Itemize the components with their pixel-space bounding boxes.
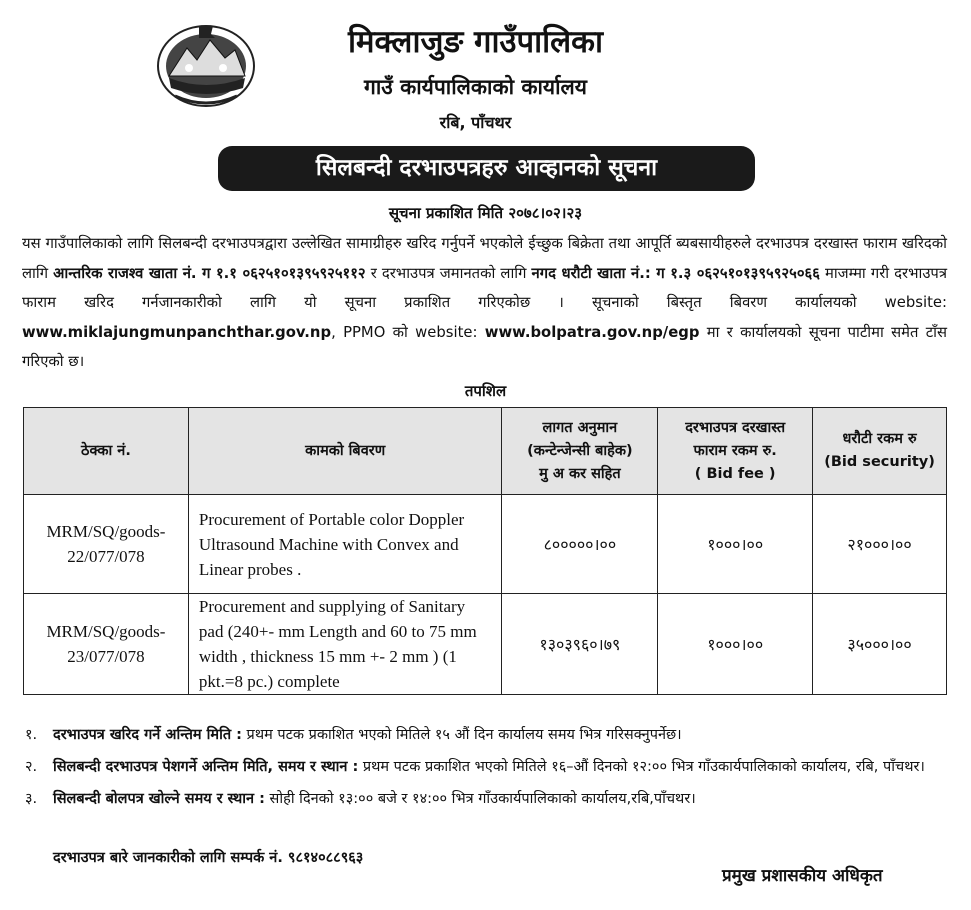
- notice-title-banner: सिलबन्दी दरभाउपत्रहरु आव्हानको सूचना: [218, 146, 755, 191]
- intro-paragraph: [22, 229, 947, 377]
- note-text: प्रथम पटक प्रकाशित भएको मितिले १५ औं दिन कार्यालय समय भित्र गरिसक्नुपर्नेछ।: [241, 727, 682, 743]
- note-label: सिलबन्दी बोलपत्र खोल्ने समय र स्थान :: [53, 791, 265, 807]
- intro-text-3: माजम्मा गरी दरभाउपत्र फाराम खरिद गर्नजानकारीको लागि यो सूचना प्रकाशित गरिएकोछ । सूचनाको बिस्तृत बिवरण कार्यालयको website:: [22, 264, 948, 311]
- note-item: १. दरभाउपत्र खरिद गर्ने अन्तिम मिति : प्रथम पटक प्रकाशित भएको मितिले १५ औं दिन कार्यालय समय भित्र गरिसक्नुपर्नेछ।: [25, 727, 682, 743]
- revenue-account: आन्तरिक राजश्व खाता नं. ग १.१ ०६२५१०१३९५९२५११२: [53, 264, 366, 282]
- header-estimate: लागत अनुमान (कन्टेन्जेन्सी बाहेक) मु अ कर सहित: [502, 408, 658, 495]
- table-row: [24, 495, 947, 594]
- lot-number: MRM/SQ/goods- 23/077/078: [24, 594, 189, 695]
- contact-number: दरभाउपत्र बारे जानकारीको लागि सम्पर्क नं. ९८१४०८८९६३: [53, 850, 364, 866]
- header-lot: ठेक्का नं.: [24, 408, 189, 495]
- ppmo-website-link[interactable]: www.bolpatra.gov.np/egp: [484, 323, 700, 341]
- work-description: Procurement of Portable color Doppler Ultrasound Machine with Convex and Linear probes .: [188, 495, 502, 594]
- intro-text-1: यस गाउँपालिकाको लागि सिलबन्दी दरभाउपत्रद्वारा उल्लेखित सामाग्रीहरु खरिद गर्नुपर्ने भएकोले ईच्छुक बिक्रेता तथा आपूर्ति ब्यबसायीहरुले दरभाउपत्र दरखास्त फाराम खरिदको लागि: [22, 235, 947, 282]
- bid-fee: १०००।००: [658, 495, 813, 594]
- note-label: सिलबन्दी दरभाउपत्र पेशगर्ने अन्तिम मिति, समय र स्थान :: [53, 759, 359, 775]
- bid-fee: १०००।००: [658, 594, 813, 695]
- notes-list: [25, 722, 950, 818]
- cost-estimate: १३०३९६०।७९: [502, 594, 658, 695]
- note-item: ३. सिलबन्दी बोलपत्र खोल्ने समय र स्थान : सोही दिनको १३:०० बजे र १४:०० भित्र गाँउकार्यपालिकाको कार्यालय,रबि,पाँचथर।: [25, 791, 696, 807]
- procurement-table: [23, 407, 947, 695]
- intro-text-4: , PPMO को website:: [331, 323, 485, 341]
- header-description: कामको बिवरण: [188, 408, 502, 495]
- deposit-account: नगद धरौटी खाता नं.: ग १.३ ०६२५१०१३९५९२५०६६: [531, 264, 820, 282]
- work-description: Procurement and supplying of Sanitary pad (240+- mm Length and 60 to 75 mm width , thickness 15 mm +- 2 mm ) (1 pkt.=8 pc.) complete: [188, 594, 502, 695]
- office-location: रबि, पाँचथर: [439, 113, 512, 132]
- intro-text-2: र दरभाउपत्र जमानतको लागि: [365, 264, 532, 282]
- table-header-row: [24, 408, 947, 495]
- note-label: दरभाउपत्र खरिद गर्ने अन्तिम मिति :: [53, 727, 242, 743]
- bid-security: २१०००।००: [813, 495, 947, 594]
- intro-text-5: मा र कार्यालयको सूचना पाटीमा समेत टाँस गरिएको छ।: [22, 323, 947, 370]
- signatory: प्रमुख प्रशासकीय अधिकृत: [722, 866, 883, 886]
- bid-security: ३५०००।००: [813, 594, 947, 695]
- schedule-title: तपशिल: [464, 382, 507, 400]
- publish-date: सूचना प्रकाशित मिति २०७८।०२।२३: [388, 204, 583, 222]
- table-row: [24, 594, 947, 695]
- municipality-name: मिक्लाजुङ गाउँपालिका: [347, 24, 604, 60]
- office-name: गाउँ कार्यपालिकाको कार्यालय: [364, 75, 587, 99]
- office-website-link[interactable]: www.miklajungmunpanchthar.gov.np: [22, 323, 332, 341]
- note-text: प्रथम पटक प्रकाशित भएको मितिले १६–औं दिनको १२:०० भित्र गाँउकार्यपालिकाको कार्यालय, रबि, पाँचथर।: [358, 759, 925, 775]
- header-bid-fee: दरभाउपत्र दरखास्त फाराम रकम रु. ( Bid fee ): [658, 408, 813, 495]
- note-text: सोही दिनको १३:०० बजे र १४:०० भित्र गाँउकार्यपालिकाको कार्यालय,रबि,पाँचथर।: [264, 791, 696, 807]
- cost-estimate: ८०००००।००: [502, 495, 658, 594]
- lot-number: MRM/SQ/goods- 22/077/078: [24, 495, 189, 594]
- header-bid-security: धरौटी रकम रु (Bid security): [813, 408, 947, 495]
- note-item: २. सिलबन्दी दरभाउपत्र पेशगर्ने अन्तिम मिति, समय र स्थान : प्रथम पटक प्रकाशित भएको मितिले १६–औं दिनको १२:०० भित्र गाँउकार्यपालिकाको कार्यालय, रबि, पाँचथर।: [25, 759, 925, 775]
